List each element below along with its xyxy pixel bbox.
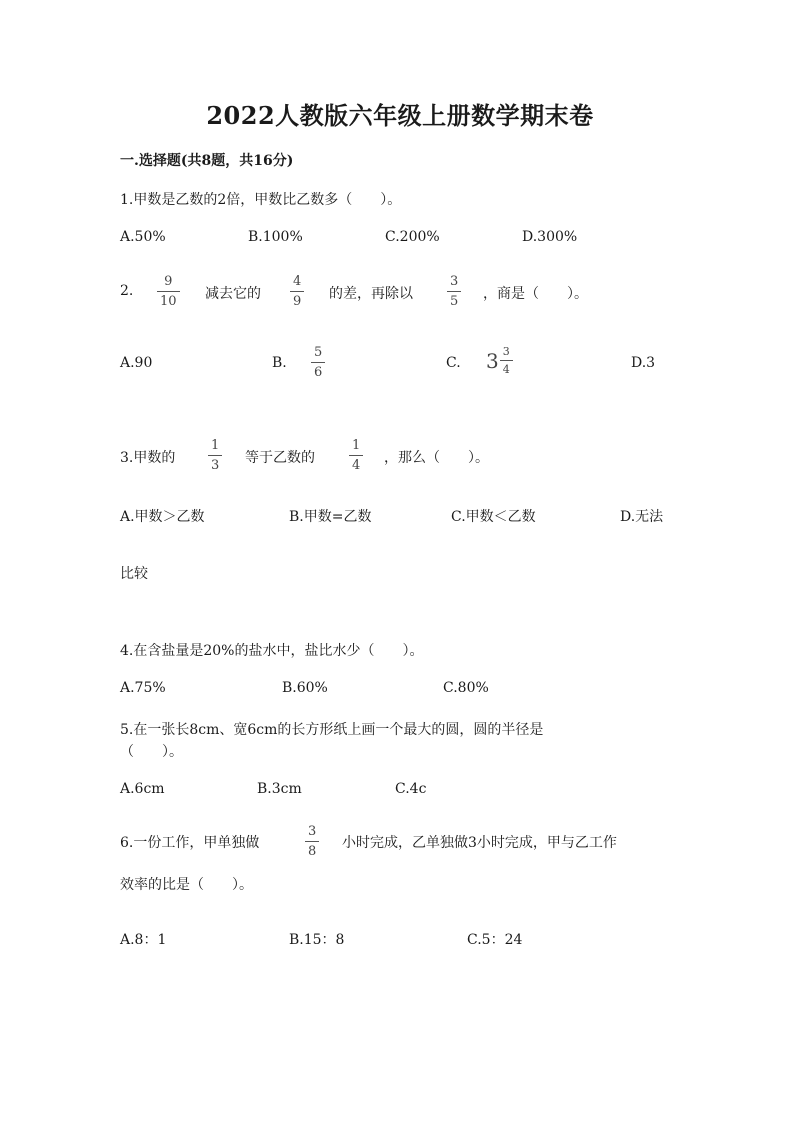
question-3-fraction-2 xyxy=(349,439,363,472)
numerator: 9 xyxy=(164,274,173,289)
question-3-option-d: D.无法 xyxy=(620,509,664,525)
question-6-option-c: C.5：24 xyxy=(467,932,523,948)
question-3-option-c: C.甲数＜乙数 xyxy=(451,509,536,525)
question-1-option-d: D.300% xyxy=(522,229,578,245)
question-4-option-c: C.80% xyxy=(443,680,489,696)
question-2-option-a: A.90 xyxy=(120,355,153,371)
question-2-option-c-mixed-number xyxy=(486,346,513,375)
question-4-option-b: B.60% xyxy=(282,680,328,696)
question-2-number: 2. xyxy=(120,283,134,299)
question-6-fraction-1 xyxy=(305,825,319,858)
question-2-fraction-1 xyxy=(157,275,180,308)
question-5-stem: 5.在一张长8cm、宽6cm的长方形纸上画一个最大的圆，圆的半径是 xyxy=(120,722,544,738)
question-6-text-0: 6.一份工作，甲单独做 xyxy=(120,835,260,851)
denominator: 5 xyxy=(450,294,459,309)
question-1-stem: 1.甲数是乙数的2倍，甲数比乙数多（ ）。 xyxy=(120,192,402,208)
question-6-option-b: B.15：8 xyxy=(289,932,345,948)
question-3-option-d-wrap: 比较 xyxy=(120,566,148,582)
page-title: 2022人教版六年级上册数学期末卷 xyxy=(206,101,594,130)
question-1-option-b: B.100% xyxy=(248,229,303,245)
question-3-text-1: 等于乙数的 xyxy=(245,450,315,466)
denominator: 4 xyxy=(352,458,361,473)
numerator: 1 xyxy=(211,438,220,453)
question-2-text-3: ，商是（ ）。 xyxy=(483,286,588,302)
numerator: 3 xyxy=(450,274,459,289)
question-5-option-b: B.3cm xyxy=(257,781,302,797)
denominator: 3 xyxy=(211,458,220,473)
question-5-option-c: C.4c xyxy=(395,781,427,797)
question-2-option-b: B. xyxy=(272,355,287,371)
question-2-option-b-fraction xyxy=(311,346,325,379)
numerator: 4 xyxy=(293,274,302,289)
denominator: 8 xyxy=(308,844,317,859)
numerator: 3 xyxy=(502,345,510,358)
question-5-stem-continued: （ ）。 xyxy=(120,744,183,760)
whole-part: 3 xyxy=(486,348,499,373)
question-1-option-a: A.50% xyxy=(120,229,166,245)
question-2-fraction-2 xyxy=(290,275,304,308)
question-5-option-a: A.6cm xyxy=(120,781,165,797)
question-4-stem: 4.在含盐量是20%的盐水中，盐比水少（ ）。 xyxy=(120,643,424,659)
question-6-stem-continued: 效率的比是（ ）。 xyxy=(120,877,253,893)
question-3-text-2: ，那么（ ）。 xyxy=(384,450,489,466)
section-heading: 一.选择题(共8题，共16分) xyxy=(120,153,294,169)
question-3-text-0: 3.甲数的 xyxy=(120,450,176,466)
question-1-option-c: C.200% xyxy=(385,229,440,245)
numerator: 3 xyxy=(308,824,317,839)
question-3-option-a: A.甲数＞乙数 xyxy=(120,509,205,525)
numerator: 5 xyxy=(314,345,323,360)
denominator: 6 xyxy=(314,365,323,380)
denominator: 10 xyxy=(160,294,177,309)
question-3-fraction-1 xyxy=(208,439,222,472)
denominator: 9 xyxy=(293,294,302,309)
question-6-option-a: A.8：1 xyxy=(120,932,167,948)
question-4-option-a: A.75% xyxy=(120,680,166,696)
question-2-option-d: D.3 xyxy=(631,355,656,371)
question-2-fraction-3 xyxy=(447,275,461,308)
question-2-option-c: C. xyxy=(446,355,461,371)
question-2-text-1: 减去它的 xyxy=(205,286,261,302)
fraction-part xyxy=(500,346,513,375)
question-2-text-2: 的差，再除以 xyxy=(329,286,413,302)
denominator: 4 xyxy=(502,363,510,376)
question-6-text-1: 小时完成，乙单独做3小时完成，甲与乙工作 xyxy=(342,835,617,851)
question-3-option-b: B.甲数=乙数 xyxy=(289,509,372,525)
numerator: 1 xyxy=(352,438,361,453)
